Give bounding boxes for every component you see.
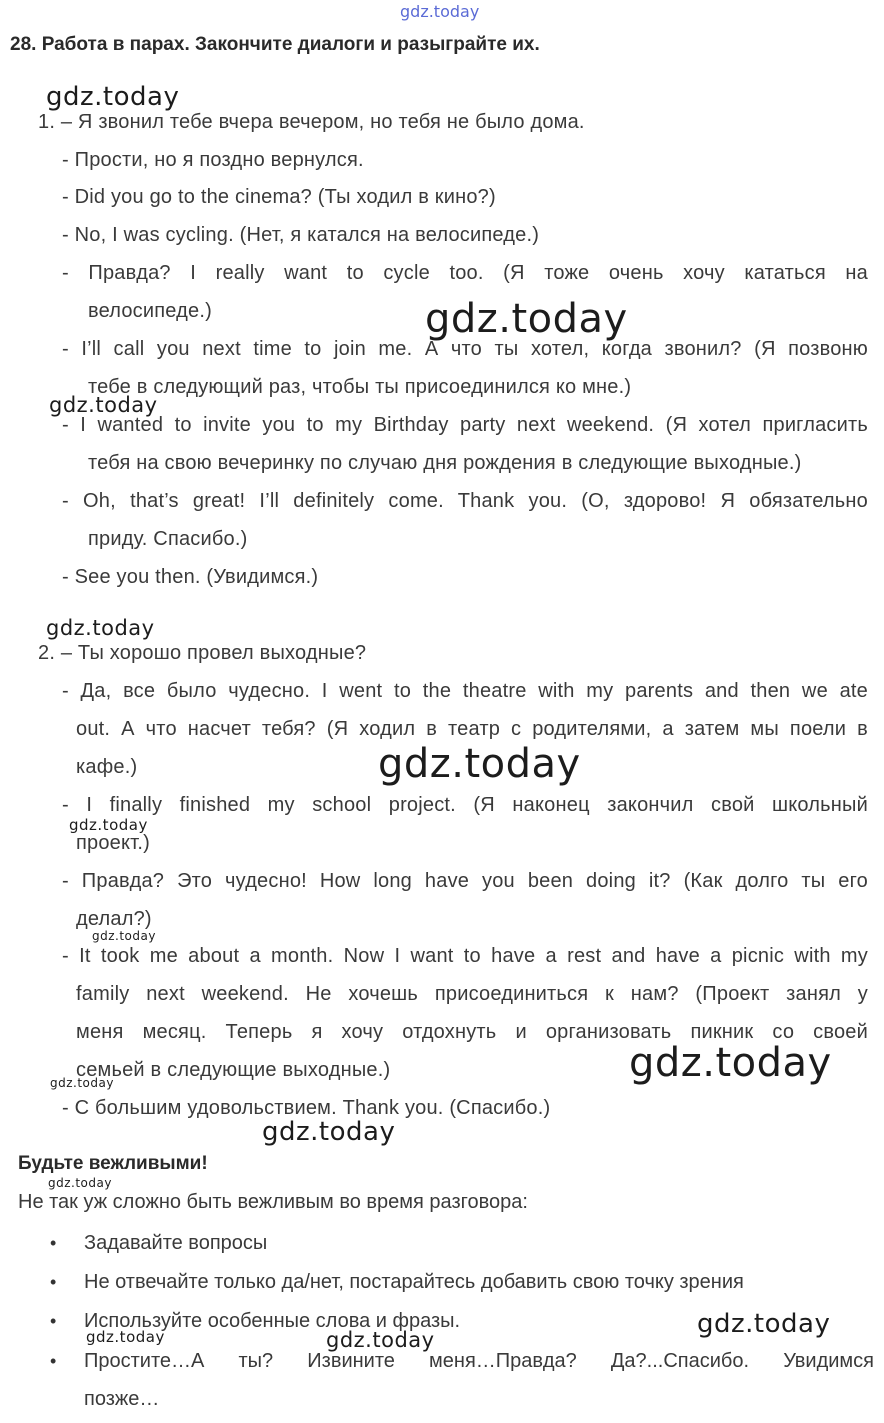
dialogue-line: тебя на свою вечеринку по случаю дня рождения в следующие выходные.) — [88, 452, 802, 474]
watermark: gdz.today — [46, 82, 180, 112]
dialogue-line: - Да, все было чудесно. I went to the theatre with my parents and then we ate — [62, 680, 868, 702]
dialogue-line: - See you then. (Увидимся.) — [62, 566, 319, 588]
bullet-icon: • — [50, 1272, 57, 1292]
dialogue-line: - No, I was cycling. (Нет, я катался на велосипеде.) — [62, 224, 540, 246]
watermark: gdz.today — [425, 296, 628, 342]
dialogue-line: 1. – Я звонил тебе вчера вечером, но тебя не было дома. — [38, 111, 585, 133]
dialogue-line: приду. Спасибо.) — [88, 528, 248, 550]
list-item: Не отвечайте только да/нет, постарайтесь добавить свою точку зрения — [84, 1271, 744, 1293]
tips-heading: Будьте вежливыми! — [18, 1153, 208, 1174]
watermark: gdz.today — [69, 816, 148, 834]
dialogue-line: - Did you go to the cinema? (Ты ходил в кино?) — [62, 186, 496, 208]
list-item-continuation: позже… — [84, 1388, 160, 1410]
list-item: Задавайте вопросы — [84, 1232, 268, 1254]
watermark: gdz.today — [378, 741, 581, 787]
dialogue-line: - I wanted to invite you to my Birthday party next weekend. (Я хотел пригласить — [62, 414, 868, 436]
watermark: gdz.today — [629, 1040, 832, 1086]
dialogue-line: - Oh, that’s great! I’ll definitely come. Thank you. (О, здорово! Я обязательно — [62, 490, 868, 512]
dialogue-line: семьей в следующие выходные.) — [76, 1059, 391, 1081]
dialogue-line: велосипеде.) — [88, 300, 212, 322]
watermark: gdz.today — [326, 1328, 435, 1352]
dialogue-line: out. А что насчет тебя? (Я ходил в театр с родителями, а затем мы поели в — [76, 718, 868, 740]
watermark: gdz.today — [92, 929, 156, 943]
watermark: gdz.today — [46, 616, 155, 640]
watermark: gdz.today — [697, 1309, 831, 1339]
bullet-icon: • — [50, 1351, 57, 1371]
dialogue-line: делал?) — [76, 908, 152, 930]
watermark: gdz.today — [48, 1176, 112, 1190]
dialogue-line: - Правда? I really want to cycle too. (Я тоже очень хочу кататься на — [62, 262, 868, 284]
list-item: Используйте особенные слова и фразы. — [84, 1310, 461, 1332]
dialogue-line: - I’ll call you next time to join me. А что ты хотел, когда звонил? (Я позвоню — [62, 338, 868, 360]
watermark: gdz.today — [86, 1328, 165, 1346]
dialogue-line: - I finally finished my school project. (Я наконец закончил свой школьный — [62, 794, 868, 816]
dialogue-line: тебе в следующий раз, чтобы ты присоединился ко мне.) — [88, 376, 632, 398]
bullet-icon: • — [50, 1311, 57, 1331]
tips-intro: Не так уж сложно быть вежливым во время разговора: — [18, 1191, 528, 1213]
watermark: gdz.today — [49, 393, 158, 417]
dialogue-line: family next weekend. Не хочешь присоединиться к нам? (Проект занял у — [76, 983, 868, 1005]
dialogue-line: 2. – Ты хорошо провел выходные? — [38, 642, 367, 664]
watermark-top: gdz.today — [400, 2, 480, 21]
list-item: Простите…А ты? Извините меня…Правда? Да?...Спасибо. Увидимся — [84, 1350, 874, 1372]
exercise-title: 28. Работа в парах. Закончите диалоги и разыграйте их. — [10, 34, 540, 55]
dialogue-line: - Прости, но я поздно вернулся. — [62, 149, 364, 171]
dialogue-line: меня месяц. Теперь я хочу отдохнуть и организовать пикник со своей — [76, 1021, 868, 1043]
bullet-icon: • — [50, 1233, 57, 1253]
dialogue-line: - Правда? Это чудесно! How long have you been doing it? (Как долго ты его — [62, 870, 868, 892]
dialogue-line: - It took me about a month. Now I want to have a rest and have a picnic with my — [62, 945, 868, 967]
dialogue-line: кафе.) — [76, 756, 138, 778]
dialogue-line: проект.) — [76, 832, 150, 854]
watermark: gdz.today — [262, 1117, 396, 1147]
watermark: gdz.today — [50, 1076, 114, 1090]
dialogue-line: - С большим удовольствием. Thank you. (Спасибо.) — [62, 1097, 551, 1119]
